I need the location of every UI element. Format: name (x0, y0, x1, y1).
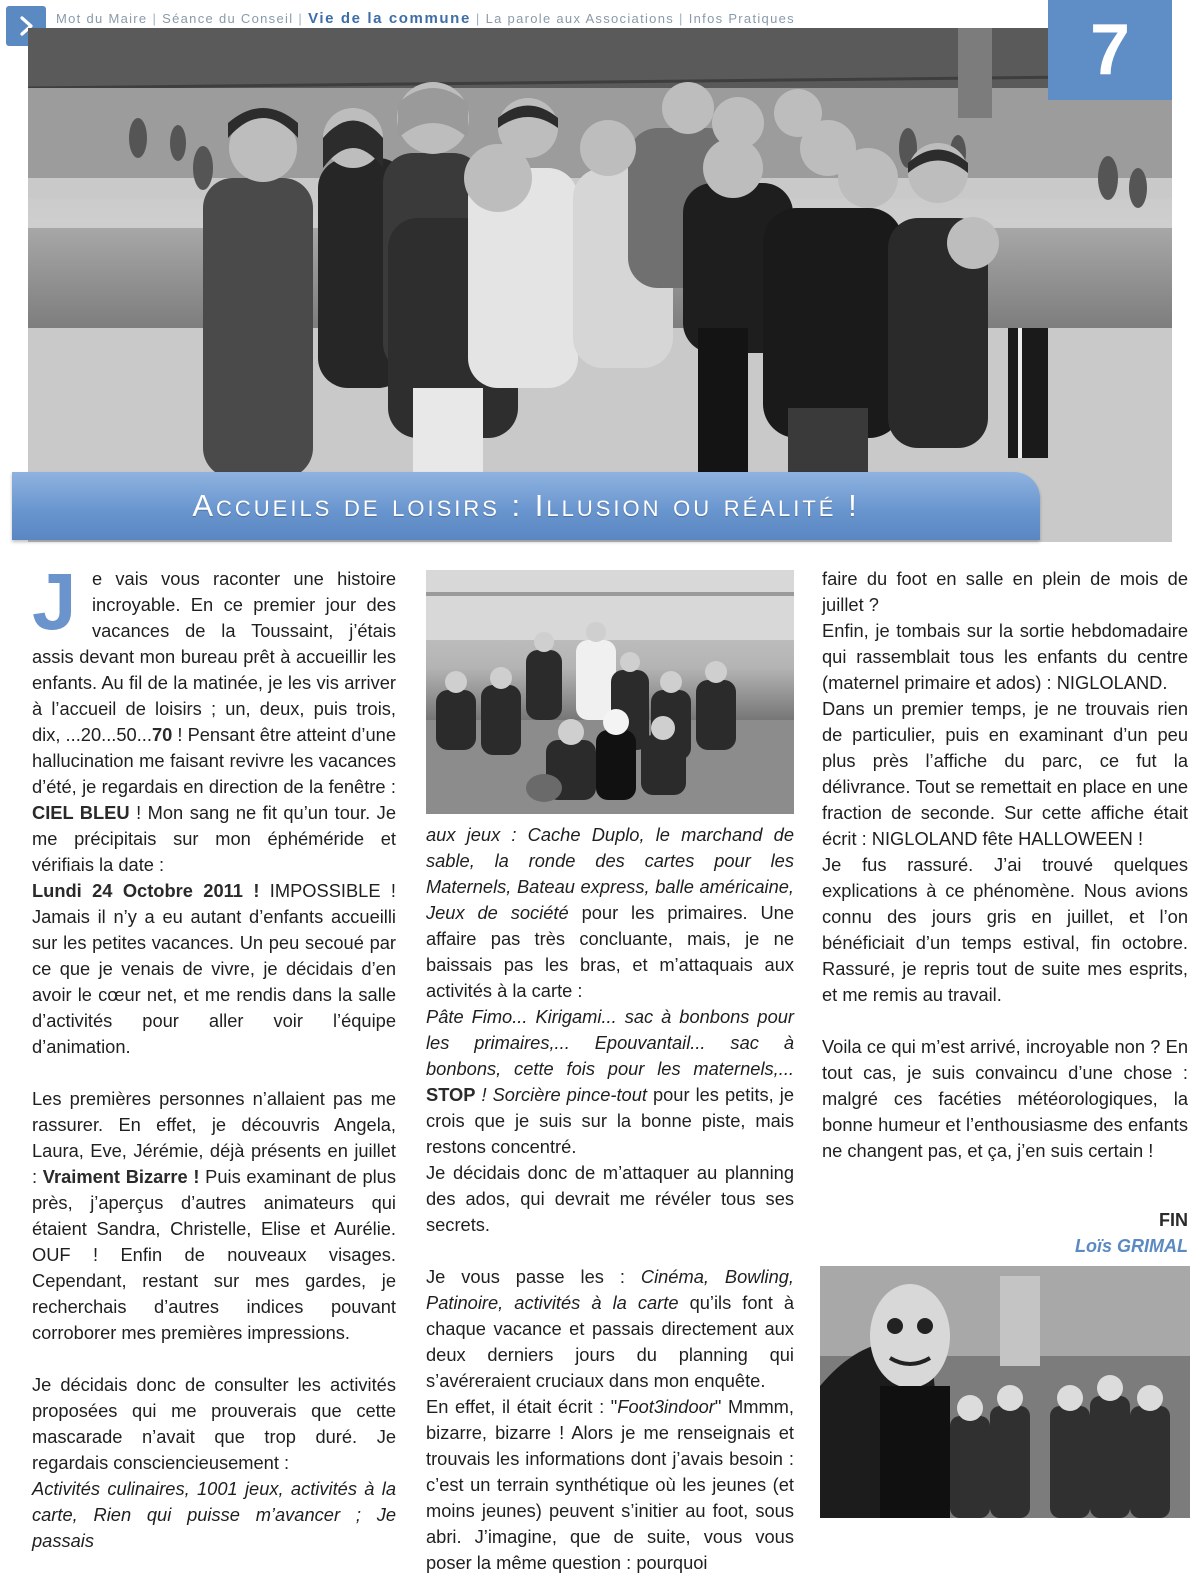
nigloland-halloween-photo (820, 1266, 1190, 1518)
paragraph: Enfin, je tombais sur la sortie hebdomadaire qui rassemblait tous les enfants du centre (maternel primaire et ados) : NIGLOLAND. (822, 620, 1188, 693)
nav-item-vie-de-la-commune[interactable]: Vie de la commune (308, 9, 471, 27)
nav-separator: | (475, 10, 481, 26)
nav-item-infos-pratiques[interactable]: Infos Pratiques (688, 10, 795, 26)
article-title: Accueils de loisirs : Illusion ou réalité ! (192, 488, 860, 523)
nav-separator: | (298, 10, 304, 26)
nav-separator: | (679, 10, 684, 26)
nav-item-seance-du-conseil[interactable]: Séance du Conseil (162, 10, 294, 26)
hero-photo-illustration (28, 28, 1172, 542)
halloween-group-illustration (426, 570, 794, 814)
paragraph: Je vous passe les : Cinéma, Bowling, Patinoire, activités à la carte qu’ils font à chaque vacance et passais directement aux deux derniers jours du planning qui s’avéreraient cruciaux dans mon enquête. (426, 1266, 794, 1391)
article-column-3 (822, 566, 1188, 1164)
article-end-mark: FIN (1159, 1210, 1188, 1230)
paragraph: Je fus rassuré. J’ai trouvé quelques explications à ce phénomène. Nous avions connu des jours gris en juillet, et l’on bénéficiait d’un temps estival, fin octobre. Rassuré, je repris tout de suite mes esprits, et me remis au travail. (822, 854, 1188, 1005)
paragraph: Lundi 24 Octobre 2011 ! IMPOSSIBLE ! Jamais il n’y a eu autant d’enfants accueilli sur les petites vacances. Un peu secoué par ce que je venais de vivre, je décidais d’en avoir le cœur net, et me rendis dans la salle d’activités pour aller voir l’équipe d’animation. (32, 880, 396, 1057)
article-title-banner (12, 472, 1040, 540)
nigloland-halloween-illustration (820, 1266, 1190, 1518)
page-number: 7 (1048, 0, 1172, 100)
halloween-group-photo (426, 570, 794, 814)
paragraph: faire du foot en salle en plein de mois de juillet ? (822, 568, 1188, 615)
paragraph: Dans un premier temps, je ne trouvais rien de particulier, puis en examinant d’un peu plus près l’affiche du parc, ce fut la délivrance. Tout se remettait en place en une fraction de seconde. Sur cette affiche était écrit : NIGLOLAND fête HALLOWEEN ! (822, 698, 1188, 849)
paragraph: Voila ce qui m’est arrivé, incroyable non ? En tout cas, je suis convaincu d’une chose : malgré ces facéties météorologiques, la bonne humeur et l’enthousiasme des enfants ne changent pas, et ça, j’en suis certain ! (822, 1036, 1188, 1161)
paragraph: Les premières personnes n’allaient pas me rassurer. En effet, je découvris Angela, Laura, Eve, Jérémie, déjà présents en juillet : Vraiment Bizarre ! Puis examinant de plus près, j’aperçus d’autres animateurs qui étaient Sandra, Christelle, Elise et Aurélie. OUF ! Enfin de nouveaux visages. Cependant, restant sur mes gardes, je recherchais d’autres indices pouvant corroborer mes premières impressions. (32, 1088, 396, 1343)
section-nav (56, 8, 795, 28)
article-column-1 (32, 557, 396, 1554)
paragraph: Je décidais donc de consulter les activités proposées qui me prouverais que cette mascarade n’avait que trop duré. Je regardais consciencieusement : (32, 1374, 396, 1473)
dropcap: J (32, 557, 77, 646)
paragraph: En effet, il était écrit : "Foot3indoor" Mmmm, bizarre, bizarre ! Alors je me renseignais et trouvais les informations dont j’avais besoin : c’est un terrain synthétique où les jeunes (et moins jeunes) peuvent s’initier au foot, sous abri. J’imagine, que de suite, vous vous poser la même question : pourquoi (426, 1396, 794, 1573)
nav-item-parole-aux-associations[interactable]: La parole aux Associations (485, 10, 675, 26)
nav-separator: | (152, 10, 158, 26)
nav-item-mot-du-maire[interactable]: Mot du Maire (56, 10, 148, 26)
paragraph: Activités culinaires, 1001 jeux, activités à la carte, Rien qui puisse m’avancer ; Je passais (32, 1478, 396, 1551)
article-author: Loïs GRIMAL (1075, 1236, 1188, 1256)
paragraph: Pâte Fimo... Kirigami... sac à bonbons pour les primaires,... Epouvantail... sac à bonbons, cette fois pour les maternels,... STOP ! Sorcière pince-tout pour les petits, je crois que je suis sur la bonne piste, mais restons concentré. (426, 1006, 794, 1157)
article-column-2 (426, 822, 794, 1576)
hero-photo (28, 28, 1172, 542)
paragraph: aux jeux : Cache Duplo, le marchand de sable, la ronde des cartes pour les Maternels, Bateau express, balle américaine, Jeux de société pour les primaires. Une affaire pas très concluante, mais, je ne baissais pas les bras, et m’attaquais aux activités à la carte : (426, 824, 794, 1001)
paragraph: Je décidais donc de m’attaquer au planning des ados, qui devrait me révéler tous ses secrets. (426, 1162, 794, 1235)
paragraph: J e vais vous raconter une histoire incroyable. En ce premier jour des vacances de la Toussaint, j’étais assis devant mon bureau prêt à accueillir les enfants. Au fil de la matinée, je les vis arriver à l’accueil de loisirs ; un, deux, puis trois, dix, ...20...50...70 ! Pensant être atteint d’une hallucination me faisant revivre les vacances d’été, je regardais en direction de la fenêtre : CIEL BLEU ! Mon sang ne fit qu’un tour. Je me précipitais sur mon éphéméride et vérifiais la date : (32, 557, 396, 875)
